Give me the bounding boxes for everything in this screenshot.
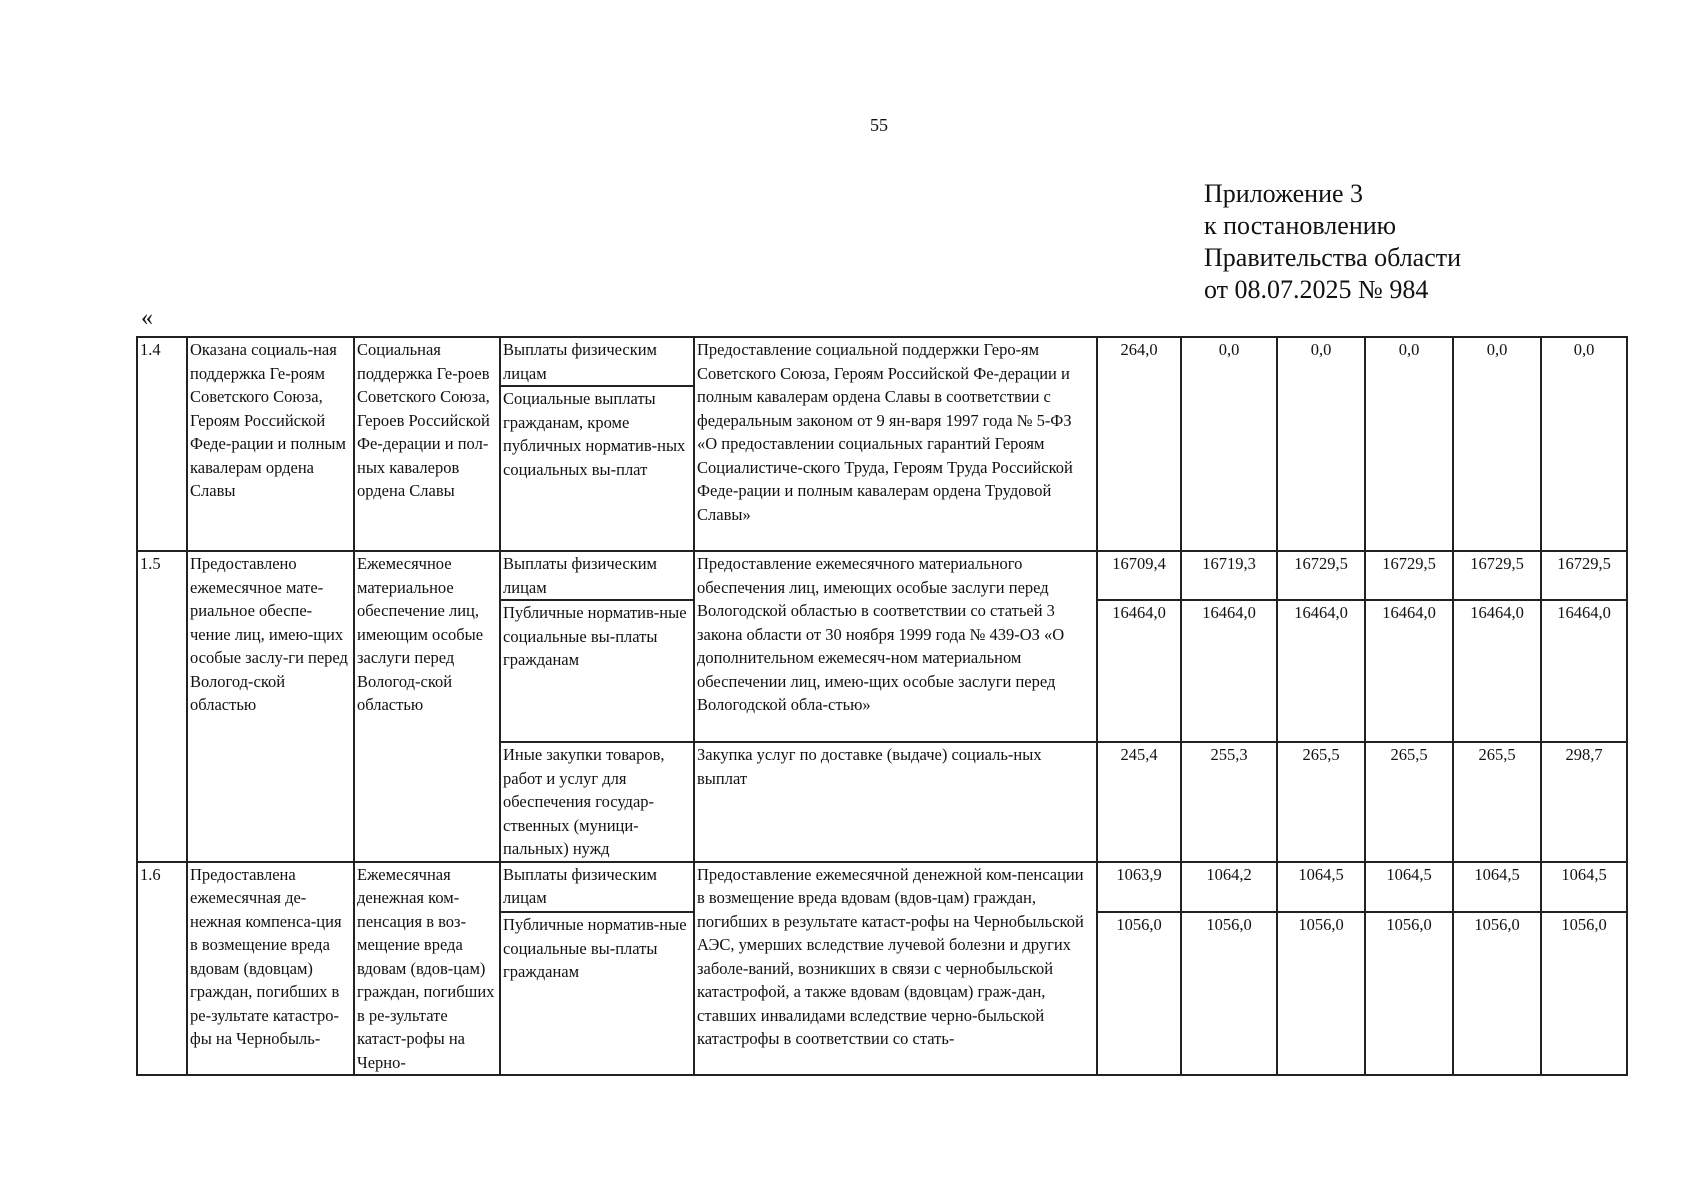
value-cell: 16729,5 — [1277, 551, 1365, 600]
value-cell: 265,5 — [1277, 742, 1365, 862]
value-cell: 245,4 — [1097, 742, 1181, 862]
description-cell: Предоставление ежемесячной денежной ком-пенсации в возмещение вреда вдовам (вдов-цам) граждан, погибших в результате катаст-рофы на Чернобыльской АЭС, умерших вследствие лучевой болезни и других заболе-ваний, возникших в связи с чернобыльской катастрофой, а также вдовам (вдовцам) граж-дан, ставших инвалидами вследствие черно-быльской катастрофы в соответствии со стать- — [694, 862, 1097, 1076]
value-cell: 0,0 — [1541, 337, 1627, 551]
value-cell: 1064,5 — [1277, 862, 1365, 913]
page-number: 55 — [870, 115, 888, 135]
expense-type-main: Выплаты физическим лицам — [501, 338, 693, 387]
value-cell: 16729,5 — [1365, 551, 1453, 600]
expense-type-cell: Публичные норматив-ные социальные вы-платы гражданам — [500, 600, 694, 742]
value-cell: 1056,0 — [1541, 912, 1627, 1075]
table-row — [137, 551, 1627, 600]
opening-quote-mark: « — [141, 305, 153, 331]
result-cell: Предоставлено ежемесячное мате-риальное обеспе-чение лиц, имею-щих особые заслу-ги перед Вологод-ской областью — [187, 551, 354, 862]
value-cell: 16464,0 — [1097, 600, 1181, 742]
appendix-line-1: Приложение 3 — [1204, 179, 1364, 208]
table-row — [137, 862, 1627, 913]
measure-cell: Ежемесячное материальное обеспечение лиц, имеющим особые заслуги перед Вологод-ской областью — [354, 551, 500, 862]
row-code: 1.6 — [137, 862, 187, 1076]
value-cell: 1056,0 — [1453, 912, 1541, 1075]
value-cell: 1056,0 — [1277, 912, 1365, 1075]
table-row — [137, 337, 1627, 551]
result-cell: Предоставлена ежемесячная де-нежная компенса-ция в возмещение вреда вдовам (вдовцам) граждан, погибших в ре-зультате катастро-фы на Чернобыль- — [187, 862, 354, 1076]
measure-cell: Ежемесячная денежная ком-пенсация в воз-мещение вреда вдовам (вдов-цам) граждан, погибших в ре-зультате катаст-рофы на Черно- — [354, 862, 500, 1076]
value-cell: 1064,5 — [1453, 862, 1541, 913]
value-cell: 1064,5 — [1365, 862, 1453, 913]
row-code: 1.5 — [137, 551, 187, 862]
row-code: 1.4 — [137, 337, 187, 551]
value-cell: 265,5 — [1453, 742, 1541, 862]
value-cell: 1056,0 — [1365, 912, 1453, 1075]
value-cell: 0,0 — [1277, 337, 1365, 551]
value-cell: 1064,5 — [1541, 862, 1627, 913]
value-cell: 16729,5 — [1453, 551, 1541, 600]
description-cell: Предоставление социальной поддержки Геро-ям Советского Союза, Героям Российской Фе-дерации и полным кавалерам ордена Славы в соответствии с федеральным законом от 9 ян-варя 1997 года № 5-ФЗ «О предоставлении социальных гарантий Героям Социалистиче-ского Труда, Героям Труда Российской Феде-рации и полным кавалерам ордена Трудовой Славы» — [694, 337, 1097, 551]
value-cell: 16464,0 — [1541, 600, 1627, 742]
value-cell: 0,0 — [1181, 337, 1277, 551]
description-cell: Закупка услуг по доставке (выдаче) социаль-ных выплат — [694, 742, 1097, 862]
value-cell: 16709,4 — [1097, 551, 1181, 600]
expense-type-cell: Выплаты физическим лицам — [500, 862, 694, 913]
funding-table — [136, 336, 1628, 1076]
value-cell: 298,7 — [1541, 742, 1627, 862]
result-cell: Оказана социаль-ная поддержка Ге-роям Советского Союза, Героям Российской Феде-рации и полным кавалерам ордена Славы — [187, 337, 354, 551]
value-cell: 255,3 — [1181, 742, 1277, 862]
expense-type-cell — [500, 337, 694, 551]
expense-type-cell: Иные закупки товаров, работ и услуг для обеспечения государ-ственных (муници-пальных) нужд — [500, 742, 694, 862]
value-cell: 264,0 — [1097, 337, 1181, 551]
value-cell: 16464,0 — [1453, 600, 1541, 742]
value-cell: 16729,5 — [1541, 551, 1627, 600]
value-cell: 16464,0 — [1277, 600, 1365, 742]
appendix-line-2: к постановлению — [1204, 211, 1397, 240]
value-cell: 16464,0 — [1181, 600, 1277, 742]
value-cell: 1063,9 — [1097, 862, 1181, 913]
value-cell: 1056,0 — [1181, 912, 1277, 1075]
value-cell: 0,0 — [1453, 337, 1541, 551]
appendix-line-4: от 08.07.2025 № 984 — [1204, 275, 1429, 304]
appendix-header — [1204, 178, 1461, 306]
value-cell: 16464,0 — [1365, 600, 1453, 742]
description-cell: Предоставление ежемесячного материального обеспечения лиц, имеющих особые заслуги перед Вологодской областью в соответствии со статьей 3 закона области от 30 ноября 1999 года № 439-ОЗ «О дополнительном ежемесяч-ном материальном обеспечении лиц, имею-щих особые заслуги перед Вологодской обла-стью» — [694, 551, 1097, 742]
value-cell: 16719,3 — [1181, 551, 1277, 600]
value-cell: 1064,2 — [1181, 862, 1277, 913]
expense-type-cell: Выплаты физическим лицам — [500, 551, 694, 600]
value-cell: 265,5 — [1365, 742, 1453, 862]
value-cell: 1056,0 — [1097, 912, 1181, 1075]
value-cell: 0,0 — [1365, 337, 1453, 551]
expense-type-sub: Социальные выплаты гражданам, кроме публичных норматив-ных социальных вы-плат — [503, 389, 686, 479]
appendix-line-3: Правительства области — [1204, 243, 1462, 272]
expense-type-cell: Публичные норматив-ные социальные вы-платы гражданам — [500, 912, 694, 1075]
measure-cell: Социальная поддержка Ге-роев Советского Союза, Героев Российской Фе-дерации и пол-ных кавалеров ордена Славы — [354, 337, 500, 551]
